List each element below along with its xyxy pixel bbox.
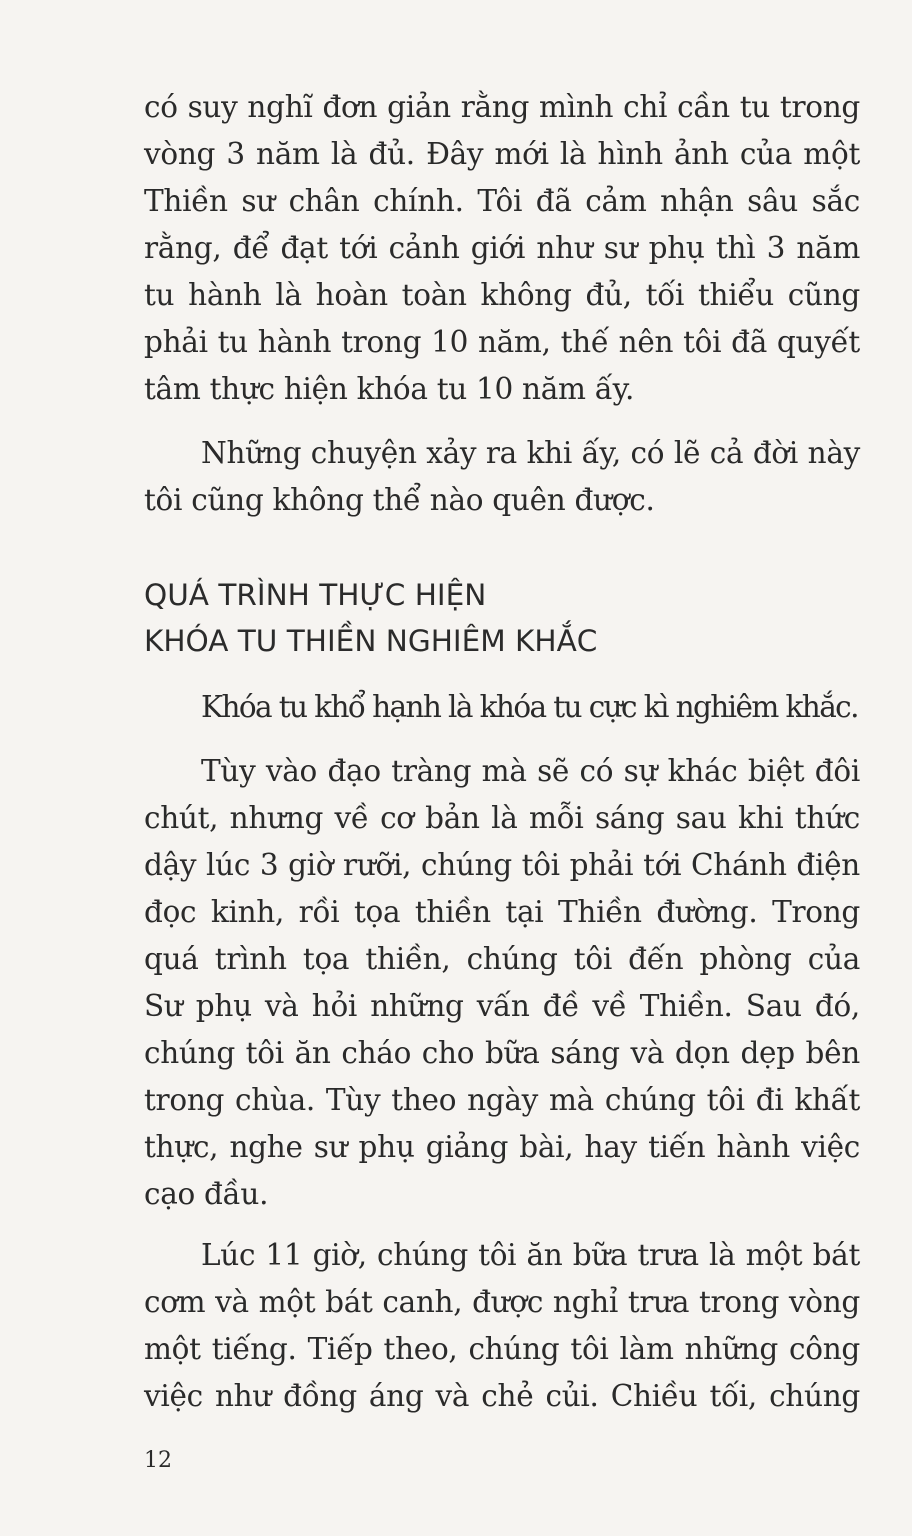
paragraph-line: tôi cũng không thể nào quên được.	[144, 483, 655, 517]
paragraph-line: Sư phụ và hỏi những vấn đề về Thiền. Sau đó,	[144, 989, 860, 1023]
paragraph-line: một tiếng. Tiếp theo, chúng tôi làm những công	[144, 1332, 860, 1366]
paragraph-line: Tùy vào đạo tràng mà sẽ có sự khác biệt đôi	[201, 754, 860, 788]
paragraph-line: chúng tôi ăn cháo cho bữa sáng và dọn dẹp bên	[144, 1036, 860, 1070]
paragraph-line: tâm thực hiện khóa tu 10 năm ấy.	[144, 372, 635, 406]
paragraph-line: Những chuyện xảy ra khi ấy, có lẽ cả đời này	[201, 436, 860, 470]
paragraph-3	[144, 684, 860, 731]
paragraph-2	[144, 430, 860, 524]
section-heading	[144, 572, 860, 664]
paragraph-line: chút, nhưng về cơ bản là mỗi sáng sau khi thức	[144, 801, 860, 835]
paragraph-line: phải tu hành trong 10 năm, thế nên tôi đã quyết	[144, 325, 860, 359]
paragraph-line: cơm và một bát canh, được nghỉ trưa trong vòng	[144, 1285, 860, 1319]
heading-line: QUÁ TRÌNH THỰC HIỆN	[144, 578, 487, 612]
heading-line: KHÓA TU THIỀN NGHIÊM KHẮC	[144, 624, 598, 658]
paragraph-line: việc như đồng áng và chẻ củi. Chiều tối, chúng	[144, 1379, 860, 1413]
paragraph-1	[144, 84, 860, 413]
paragraph-line: rằng, để đạt tới cảnh giới như sư phụ thì 3 năm	[144, 231, 860, 265]
paragraph-line: đọc kinh, rồi tọa thiền tại Thiền đường. Trong	[144, 895, 860, 929]
paragraph-line: Lúc 11 giờ, chúng tôi ăn bữa trưa là một bát	[201, 1238, 860, 1272]
paragraph-line: trong chùa. Tùy theo ngày mà chúng tôi đi khất	[144, 1083, 860, 1117]
paragraph-line: thực, nghe sư phụ giảng bài, hay tiến hành việc	[144, 1130, 860, 1164]
paragraph-5	[144, 1232, 860, 1420]
paragraph-4	[144, 748, 860, 1218]
paragraph-line: dậy lúc 3 giờ rưỡi, chúng tôi phải tới Chánh điện	[144, 848, 860, 882]
paragraph-line: có suy nghĩ đơn giản rằng mình chỉ cần tu trong	[144, 90, 860, 124]
paragraph-line: quá trình tọa thiền, chúng tôi đến phòng của	[144, 942, 860, 976]
paragraph-line: cạo đầu.	[144, 1177, 269, 1211]
paragraph-line: Thiền sư chân chính. Tôi đã cảm nhận sâu sắc	[144, 184, 860, 218]
paragraph-line: Khóa tu khổ hạnh là khóa tu cực kì nghiêm khắc.	[201, 690, 858, 724]
page-number: 12	[144, 1448, 172, 1473]
paragraph-line: vòng 3 năm là đủ. Đây mới là hình ảnh của một	[144, 137, 860, 171]
paragraph-line: tu hành là hoàn toàn không đủ, tối thiểu cũng	[144, 278, 860, 312]
